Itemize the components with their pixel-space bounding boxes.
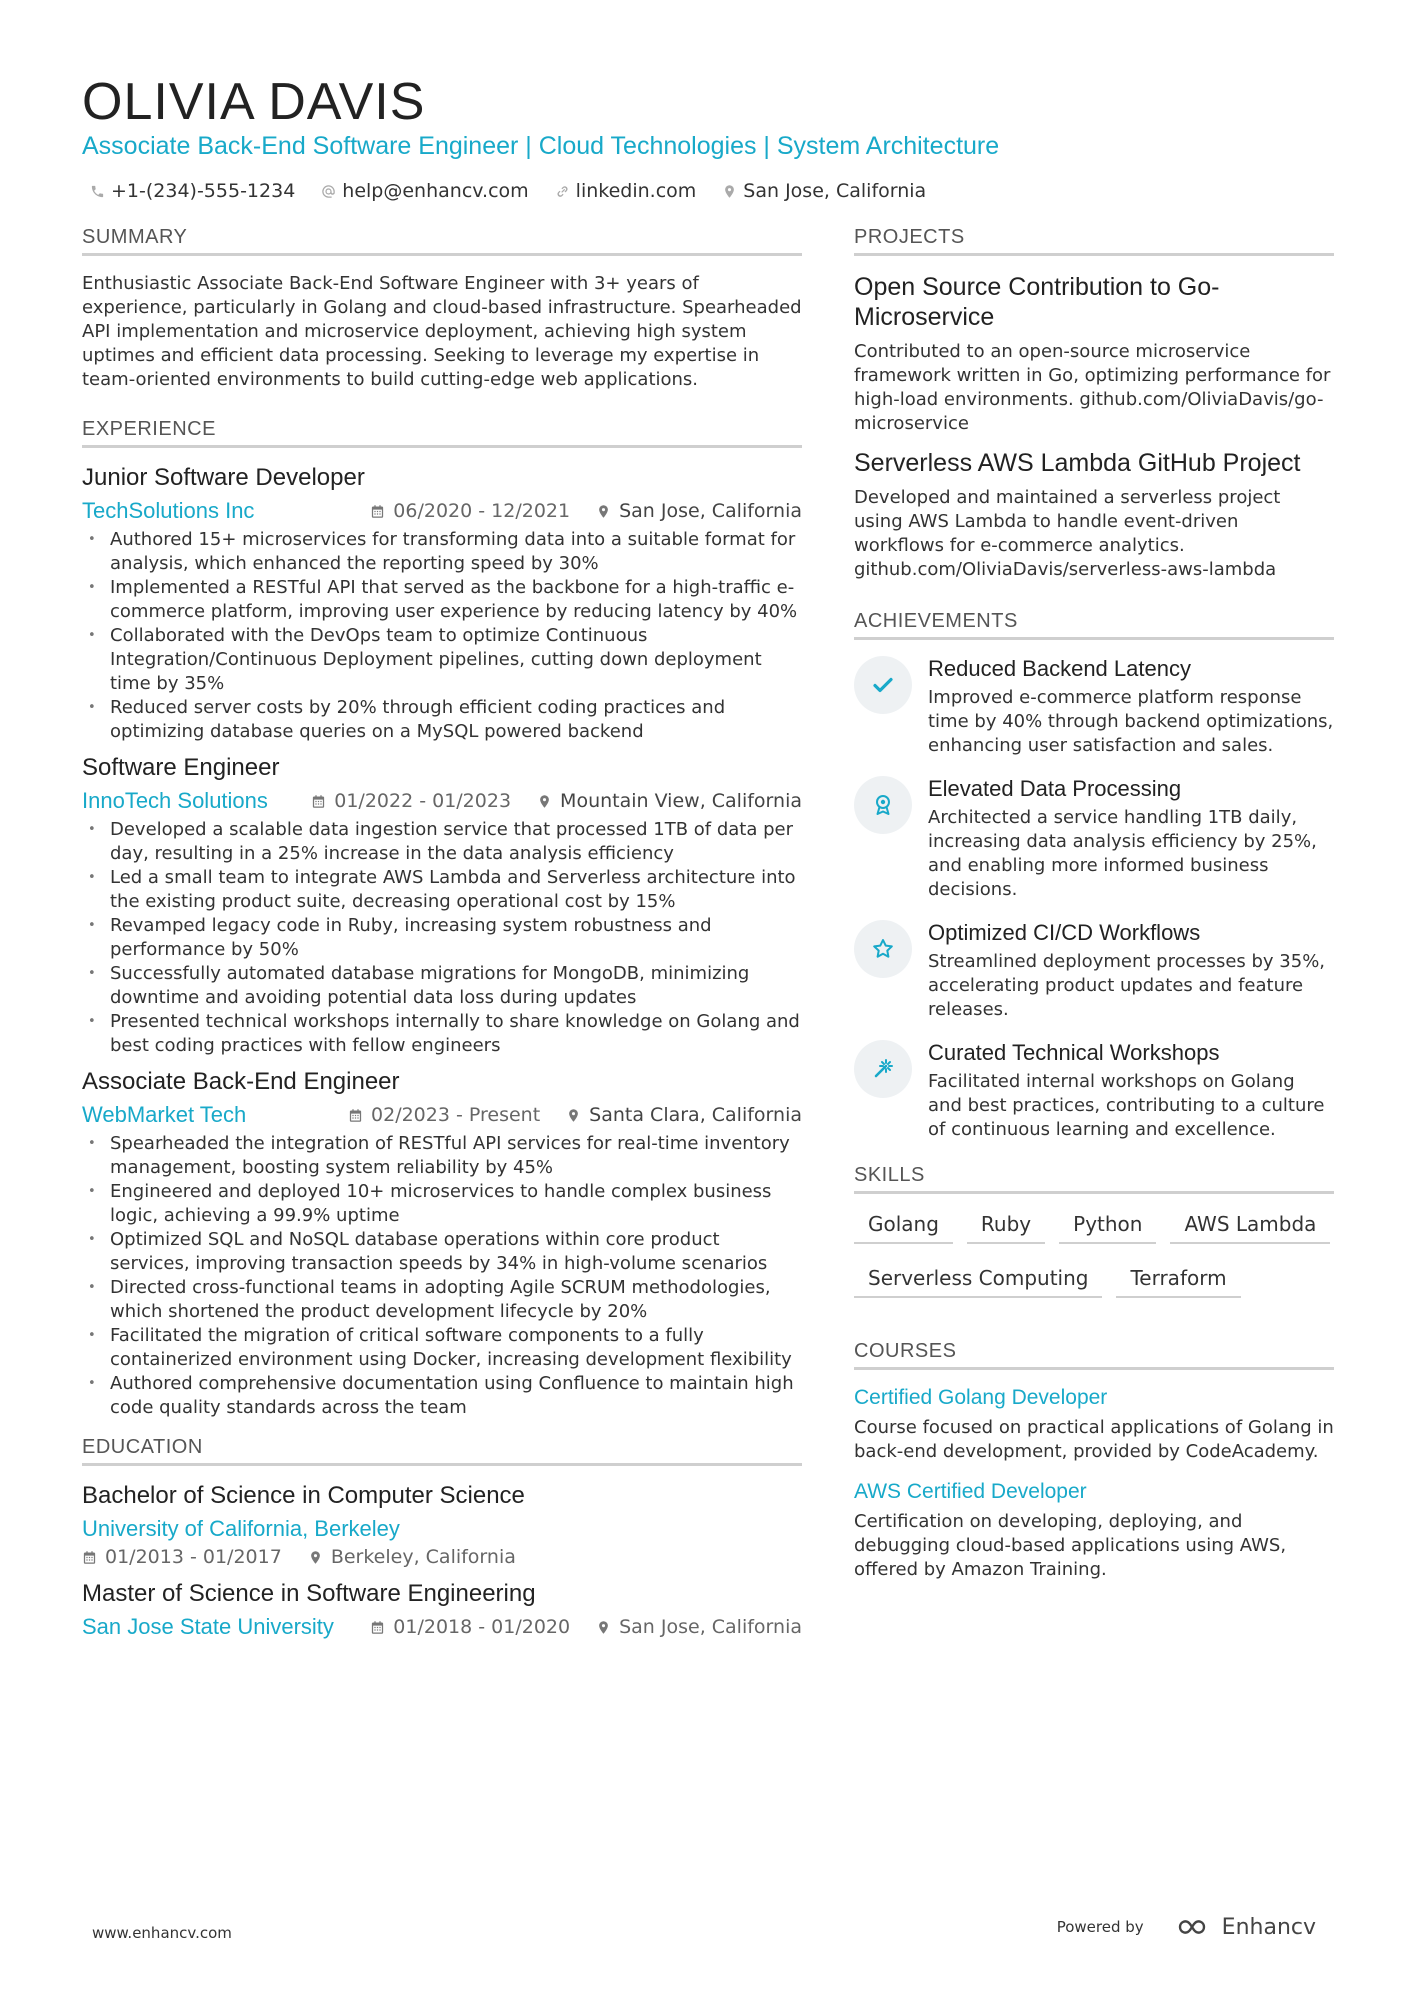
star-icon — [854, 920, 912, 978]
bullet-item: • Authored 15+ microservices for transforming data into a suitable format for analysis, which enhanced the reporting speed by 30% — [82, 528, 802, 576]
achievement-title: Curated Technical Workshops — [928, 1040, 1220, 1065]
linkedin-text[interactable]: linkedin.com — [575, 180, 697, 202]
project-description: Contributed to an open-source microservice framework written in Go, optimizing performance for high-load environments. github.com/OliviaDavis/go-microservice — [854, 341, 1331, 434]
section-title-courses: COURSES — [854, 1340, 1334, 1370]
project-title: Serverless AWS Lambda GitHub Project — [854, 449, 1301, 477]
bullet-item: • Facilitated the migration of critical software components to a fully containerized environment using Docker, increasing development flexibility — [82, 1324, 802, 1372]
job-entry — [82, 1068, 802, 1420]
project-description: Developed and maintained a serverless project using AWS Lambda to handle event-driven workflows for e-commerce analytics. github.com/OliviaDavis/serverless-aws-lambda — [854, 487, 1281, 580]
course-title: Certified Golang Developer — [854, 1386, 1108, 1409]
job-meta — [82, 498, 802, 524]
achievement-title: Reduced Backend Latency — [928, 656, 1191, 681]
job-location — [596, 500, 802, 522]
contact-bar — [90, 180, 926, 202]
job-location-text: Mountain View, California — [560, 790, 802, 812]
job-location-text: Santa Clara, California — [589, 1104, 802, 1126]
education-section — [82, 1436, 802, 1640]
job-title: Junior Software Developer — [82, 464, 365, 491]
check-icon — [854, 656, 912, 714]
company-name: TechSolutions Inc — [82, 498, 255, 523]
bullet-item: • Engineered and deployed 10+ microservices to handle complex business logic, achieving a 99.9% uptime — [82, 1180, 802, 1228]
candidate-name: OLIVIA DAVIS — [82, 73, 426, 131]
education-meta — [82, 1546, 802, 1568]
job-dates — [311, 790, 511, 812]
right-column — [854, 226, 1334, 1598]
candidate-headline: Associate Back-End Software Engineer | Cloud Technologies | System Architecture — [82, 132, 1000, 160]
bullet-item: • Revamped legacy code in Ruby, increasing system robustness and performance by 50% — [82, 914, 802, 962]
section-title-achievements: ACHIEVEMENTS — [854, 610, 1334, 640]
job-title: Associate Back-End Engineer — [82, 1068, 400, 1095]
education-entry — [82, 1580, 802, 1640]
skill-tag: AWS Lambda — [1170, 1210, 1330, 1244]
achievement-description: Streamlined deployment processes by 35%, accelerating product updates and feature releases. — [928, 951, 1326, 1020]
achievement-entry — [854, 776, 1334, 902]
job-dates-text: 01/2022 - 01/2023 — [334, 790, 512, 812]
skill-tag: Ruby — [967, 1210, 1045, 1244]
job-dates-text: 06/2020 - 12/2021 — [393, 500, 571, 522]
job-dates — [348, 1104, 540, 1126]
calendar-icon — [348, 1108, 363, 1123]
footer-branding — [1057, 1914, 1316, 1940]
contact-linkedin — [555, 180, 697, 202]
location-text: San Jose, California — [743, 180, 927, 202]
bullet-item: • Presented technical workshops internally to share knowledge on Golang and best coding practices with fellow engineers — [82, 1010, 802, 1058]
map-pin-icon — [537, 794, 552, 809]
education-date-location — [370, 1616, 802, 1638]
bullet-item: • Led a small team to integrate AWS Lambda and Serverless architecture into the existing product suite, decreasing operational cost by 15% — [82, 866, 802, 914]
left-column — [82, 226, 802, 1652]
achievement-entry — [854, 656, 1334, 758]
award-icon — [854, 776, 912, 834]
course-description: Course focused on practical applications of Golang in back-end development, provided by CodeAcademy. — [854, 1417, 1334, 1462]
school-name: San Jose State University — [82, 1614, 334, 1639]
map-pin-icon — [308, 1550, 323, 1565]
enhancv-logo-icon — [1168, 1914, 1214, 1940]
company-name: WebMarket Tech — [82, 1102, 247, 1127]
education-meta — [82, 1614, 802, 1640]
bullet-item: • Implemented a RESTful API that served as the backbone for a high-traffic e-commerce platform, improving user experience by reducing latency by 40% — [82, 576, 802, 624]
job-bullets — [82, 1132, 802, 1420]
project-entry — [854, 272, 1334, 436]
education-dates-text: 01/2013 - 01/2017 — [105, 1546, 282, 1568]
calendar-icon — [370, 1620, 385, 1635]
school-name: University of California, Berkeley — [82, 1516, 400, 1541]
degree-title: Bachelor of Science in Computer Science — [82, 1482, 525, 1509]
brand-name: Enhancv — [1221, 1914, 1316, 1940]
summary-text: Enthusiastic Associate Back-End Software Engineer with 3+ years of experience, particularly in Golang and cloud-based infrastructure. Spearheaded API implementation and microservice deployment, achieving high system uptimes and efficient data processing. Seeking to leverage my expertise in team-oriented environments to build cutting-edge web applications. — [82, 273, 802, 390]
achievement-entry — [854, 920, 1334, 1022]
job-entry — [82, 464, 802, 744]
magic-wand-icon — [854, 1040, 912, 1098]
bullet-item: • Collaborated with the DevOps team to optimize Continuous Integration/Continuous Deployment pipelines, cutting down deployment time by 35% — [82, 624, 802, 696]
job-dates-text: 02/2023 - Present — [371, 1104, 541, 1126]
powered-by-label: Powered by — [1056, 1918, 1144, 1936]
contact-location — [722, 180, 926, 202]
job-meta — [82, 788, 802, 814]
education-entry — [82, 1482, 802, 1568]
bullet-item: • Directed cross-functional teams in adopting Agile SCRUM methodologies, which shortened the product development lifecycle by 20% — [82, 1276, 802, 1324]
achievement-title: Elevated Data Processing — [928, 776, 1182, 801]
section-title-skills: SKILLS — [854, 1164, 1334, 1194]
course-entry — [854, 1480, 1334, 1582]
job-date-location — [311, 790, 802, 812]
contact-email — [321, 180, 528, 202]
skill-tag: Golang — [854, 1210, 953, 1244]
achievement-description: Improved e-commerce platform response time by 40% through backend optimizations, enhancing user satisfaction and sales. — [928, 687, 1334, 756]
job-dates — [370, 500, 570, 522]
section-title-projects: PROJECTS — [854, 226, 1334, 256]
experience-section — [82, 418, 802, 1420]
job-location — [537, 790, 802, 812]
skill-tag: Serverless Computing — [854, 1264, 1102, 1298]
course-description: Certification on developing, deploying, and debugging cloud-based applications using AWS, offered by Amazon Training. — [854, 1511, 1287, 1580]
calendar-icon — [311, 794, 326, 809]
job-date-location — [370, 500, 802, 522]
job-entry — [82, 754, 802, 1058]
bullet-item: • Reduced server costs by 20% through efficient coding practices and optimizing database queries on a MySQL powered backend — [82, 696, 802, 744]
education-location — [596, 1616, 802, 1638]
skills-list — [854, 1210, 1334, 1298]
company-name: InnoTech Solutions — [82, 788, 268, 813]
section-title-summary: SUMMARY — [82, 226, 802, 256]
skills-section — [854, 1164, 1334, 1298]
section-title-education: EDUCATION — [82, 1436, 802, 1466]
map-pin-icon — [596, 1620, 611, 1635]
email-text[interactable]: help@enhancv.com — [342, 180, 529, 202]
education-dates-text: 01/2018 - 01/2020 — [393, 1616, 571, 1638]
achievement-description: Facilitated internal workshops on Golang and best practices, contributing to a culture of continuous learning and excellence. — [928, 1071, 1325, 1140]
course-entry — [854, 1386, 1334, 1464]
calendar-icon — [370, 504, 385, 519]
education-location-text: Berkeley, California — [330, 1546, 516, 1568]
courses-section — [854, 1340, 1334, 1582]
map-pin-icon — [566, 1108, 581, 1123]
job-date-location — [348, 1104, 802, 1126]
map-pin-icon — [596, 504, 611, 519]
education-location-text: San Jose, California — [619, 1616, 802, 1638]
job-meta — [82, 1102, 802, 1128]
bullet-item: • Authored comprehensive documentation using Confluence to maintain high code quality standards across the team — [82, 1372, 802, 1420]
achievement-description: Architected a service handling 1TB daily, increasing data analysis efficiency by 25%, and enabling more informed business decisions. — [928, 807, 1317, 900]
map-pin-icon — [722, 184, 737, 199]
project-entry — [854, 448, 1334, 582]
achievement-title: Optimized CI/CD Workflows — [928, 920, 1201, 945]
achievements-section — [854, 610, 1334, 1142]
projects-section — [854, 226, 1334, 582]
summary-section — [82, 226, 802, 392]
brand-logo[interactable] — [1168, 1914, 1316, 1940]
phone-text[interactable]: +1-(234)-555-1234 — [111, 180, 296, 202]
bullet-item: • Successfully automated database migrations for MongoDB, minimizing downtime and avoiding potential data loss during updates — [82, 962, 802, 1010]
education-dates — [370, 1616, 570, 1638]
achievement-entry — [854, 1040, 1334, 1142]
link-icon — [555, 184, 570, 199]
phone-icon — [90, 184, 105, 199]
skill-tag: Terraform — [1116, 1264, 1240, 1298]
bullet-item: • Developed a scalable data ingestion service that processed 1TB of data per day, resulting in a 25% increase in the data analysis efficiency — [82, 818, 802, 866]
project-title: Open Source Contribution to Go-Microservice — [854, 273, 1220, 331]
at-icon — [321, 184, 336, 199]
calendar-icon — [82, 1550, 97, 1565]
job-location-text: San Jose, California — [619, 500, 802, 522]
section-title-experience: EXPERIENCE — [82, 418, 802, 448]
education-location — [308, 1546, 516, 1568]
degree-title: Master of Science in Software Engineering — [82, 1580, 536, 1607]
job-title: Software Engineer — [82, 754, 280, 781]
footer-website[interactable]: www.enhancv.com — [92, 1924, 232, 1942]
job-location — [566, 1104, 802, 1126]
bullet-item: • Optimized SQL and NoSQL database operations within core product services, improving transaction speeds by 34% in high-volume scenarios — [82, 1228, 802, 1276]
course-title: AWS Certified Developer — [854, 1480, 1087, 1503]
bullet-item: • Spearheaded the integration of RESTful API services for real-time inventory management, boosting system reliability by 45% — [82, 1132, 802, 1180]
job-bullets — [82, 818, 802, 1058]
job-bullets — [82, 528, 802, 744]
education-dates — [82, 1546, 282, 1568]
contact-phone — [90, 180, 295, 202]
skill-tag: Python — [1059, 1210, 1156, 1244]
